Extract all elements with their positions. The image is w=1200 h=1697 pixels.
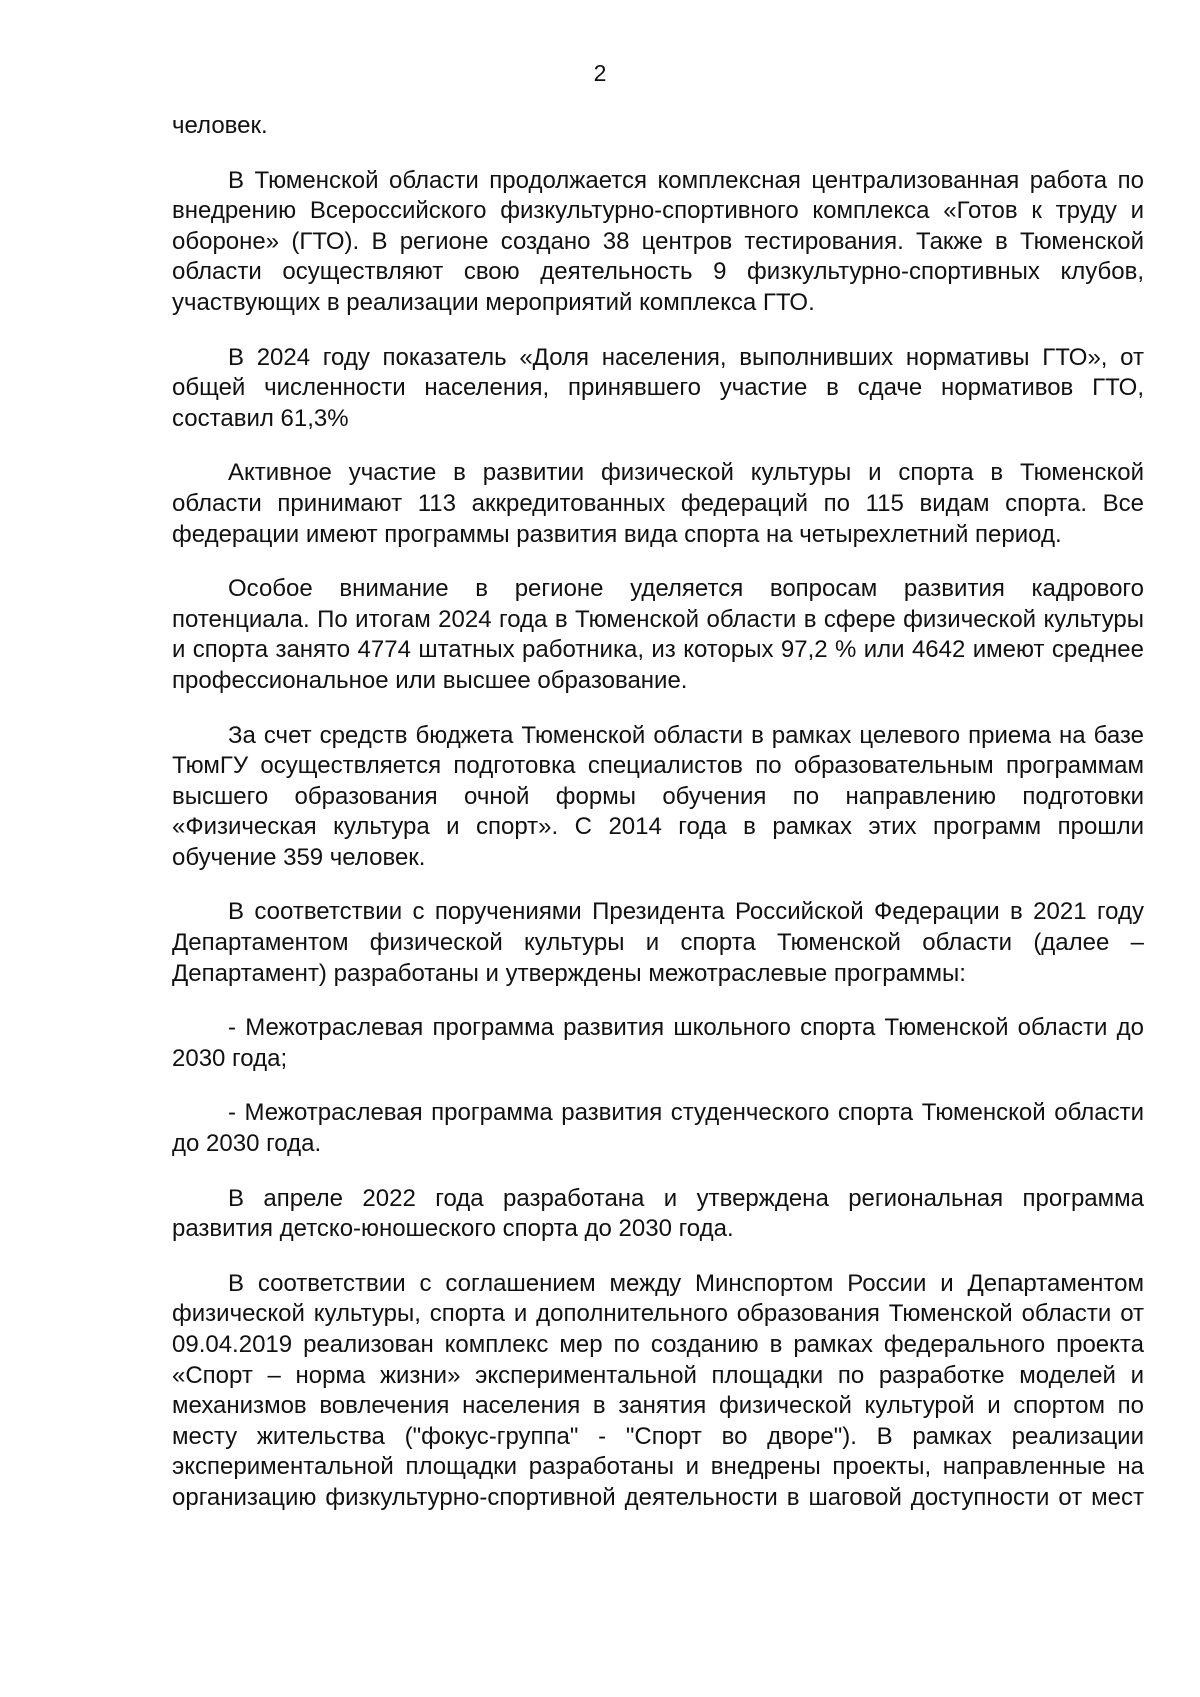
paragraph-gto-indicator: В 2024 году показатель «Доля населения, выполнивших нормативы ГТО», от общей численности населения, принявшего участие в сдаче нормативов ГТО, составил 61,3% xyxy=(172,343,1144,432)
document-body xyxy=(172,111,1144,1514)
paragraph-gto-work: В Тюменской области продолжается комплексная централизованная работа по внедрению Всероссийского физкультурно-спортивного комплекса «Готов к труду и обороне» (ГТО). В регионе создано 38 центров тестирования. Также в Тюменской области осуществляют свою деятельность 9 физкультурно-спортивных клубов, участвующих в реализации мероприятий комплекса ГТО. xyxy=(172,166,1144,316)
paragraph-federations: Активное участие в развитии физической культуры и спорта в Тюменской области принимают 113 аккредитованных федераций по 115 видам спорта. Все федерации имеют программы развития вида спорта на четырехлетний период. xyxy=(172,459,1144,548)
page-number: 2 xyxy=(593,60,607,86)
paragraph-agreement: В соответствии с соглашением между Минспортом России и Департаментом физической культуры, спорта и дополнительного образования Тюменской области от 09.04.2019 реализован комплекс мер по созданию в рамках федерального проекта «Спорт – норма жизни» экспериментальной площадки по разработке моделей и механизмов вовлечения населения в занятия физической культурой и спортом по месту жительства ("фокус-группа" - "Спорт во дворе"). В рамках реализации экспериментальной площадки разработаны и внедрены проекты, направленные на организацию физкультурно-спортивной деятельности в шаговой доступности от мест xyxy=(172,1269,1144,1511)
list-item-student-sport: - Межотраслевая программа развития студенческого спорта Тюменской области до 2030 года. xyxy=(172,1099,1144,1158)
paragraph-continuation: человек. xyxy=(172,112,268,139)
paragraph-staff: Особое внимание в регионе уделяется вопросам развития кадрового потенциала. По итогам 2024 года в Тюменской области в сфере физической культуры и спорта занято 4774 штатных работника, из которых 97,2 % или 4642 имеют среднее профессиональное или высшее образование. xyxy=(172,575,1144,694)
list-item-school-sport: - Межотраслевая программа развития школьного спорта Тюменской области до 2030 года; xyxy=(172,1014,1144,1072)
paragraph-programs: В соответствии с поручениями Президента Российской Федерации в 2021 году Департаментом физической культуры и спорта Тюменской области (далее – Департамент) разработаны и утверждены межотраслевые программы: xyxy=(172,898,1144,987)
paragraph-youth-program: В апреле 2022 года разработана и утверждена региональная программа развития детско-юношеского спорта до 2030 года. xyxy=(172,1184,1144,1243)
paragraph-education: За счет средств бюджета Тюменской области в рамках целевого приема на базе ТюмГУ осуществляется подготовка специалистов по образовательным программам высшего образования очной формы обучения по направлению подготовки «Физическая культура и спорт». С 2014 года в рамках этих программ прошли обучение 359 человек. xyxy=(172,721,1144,871)
